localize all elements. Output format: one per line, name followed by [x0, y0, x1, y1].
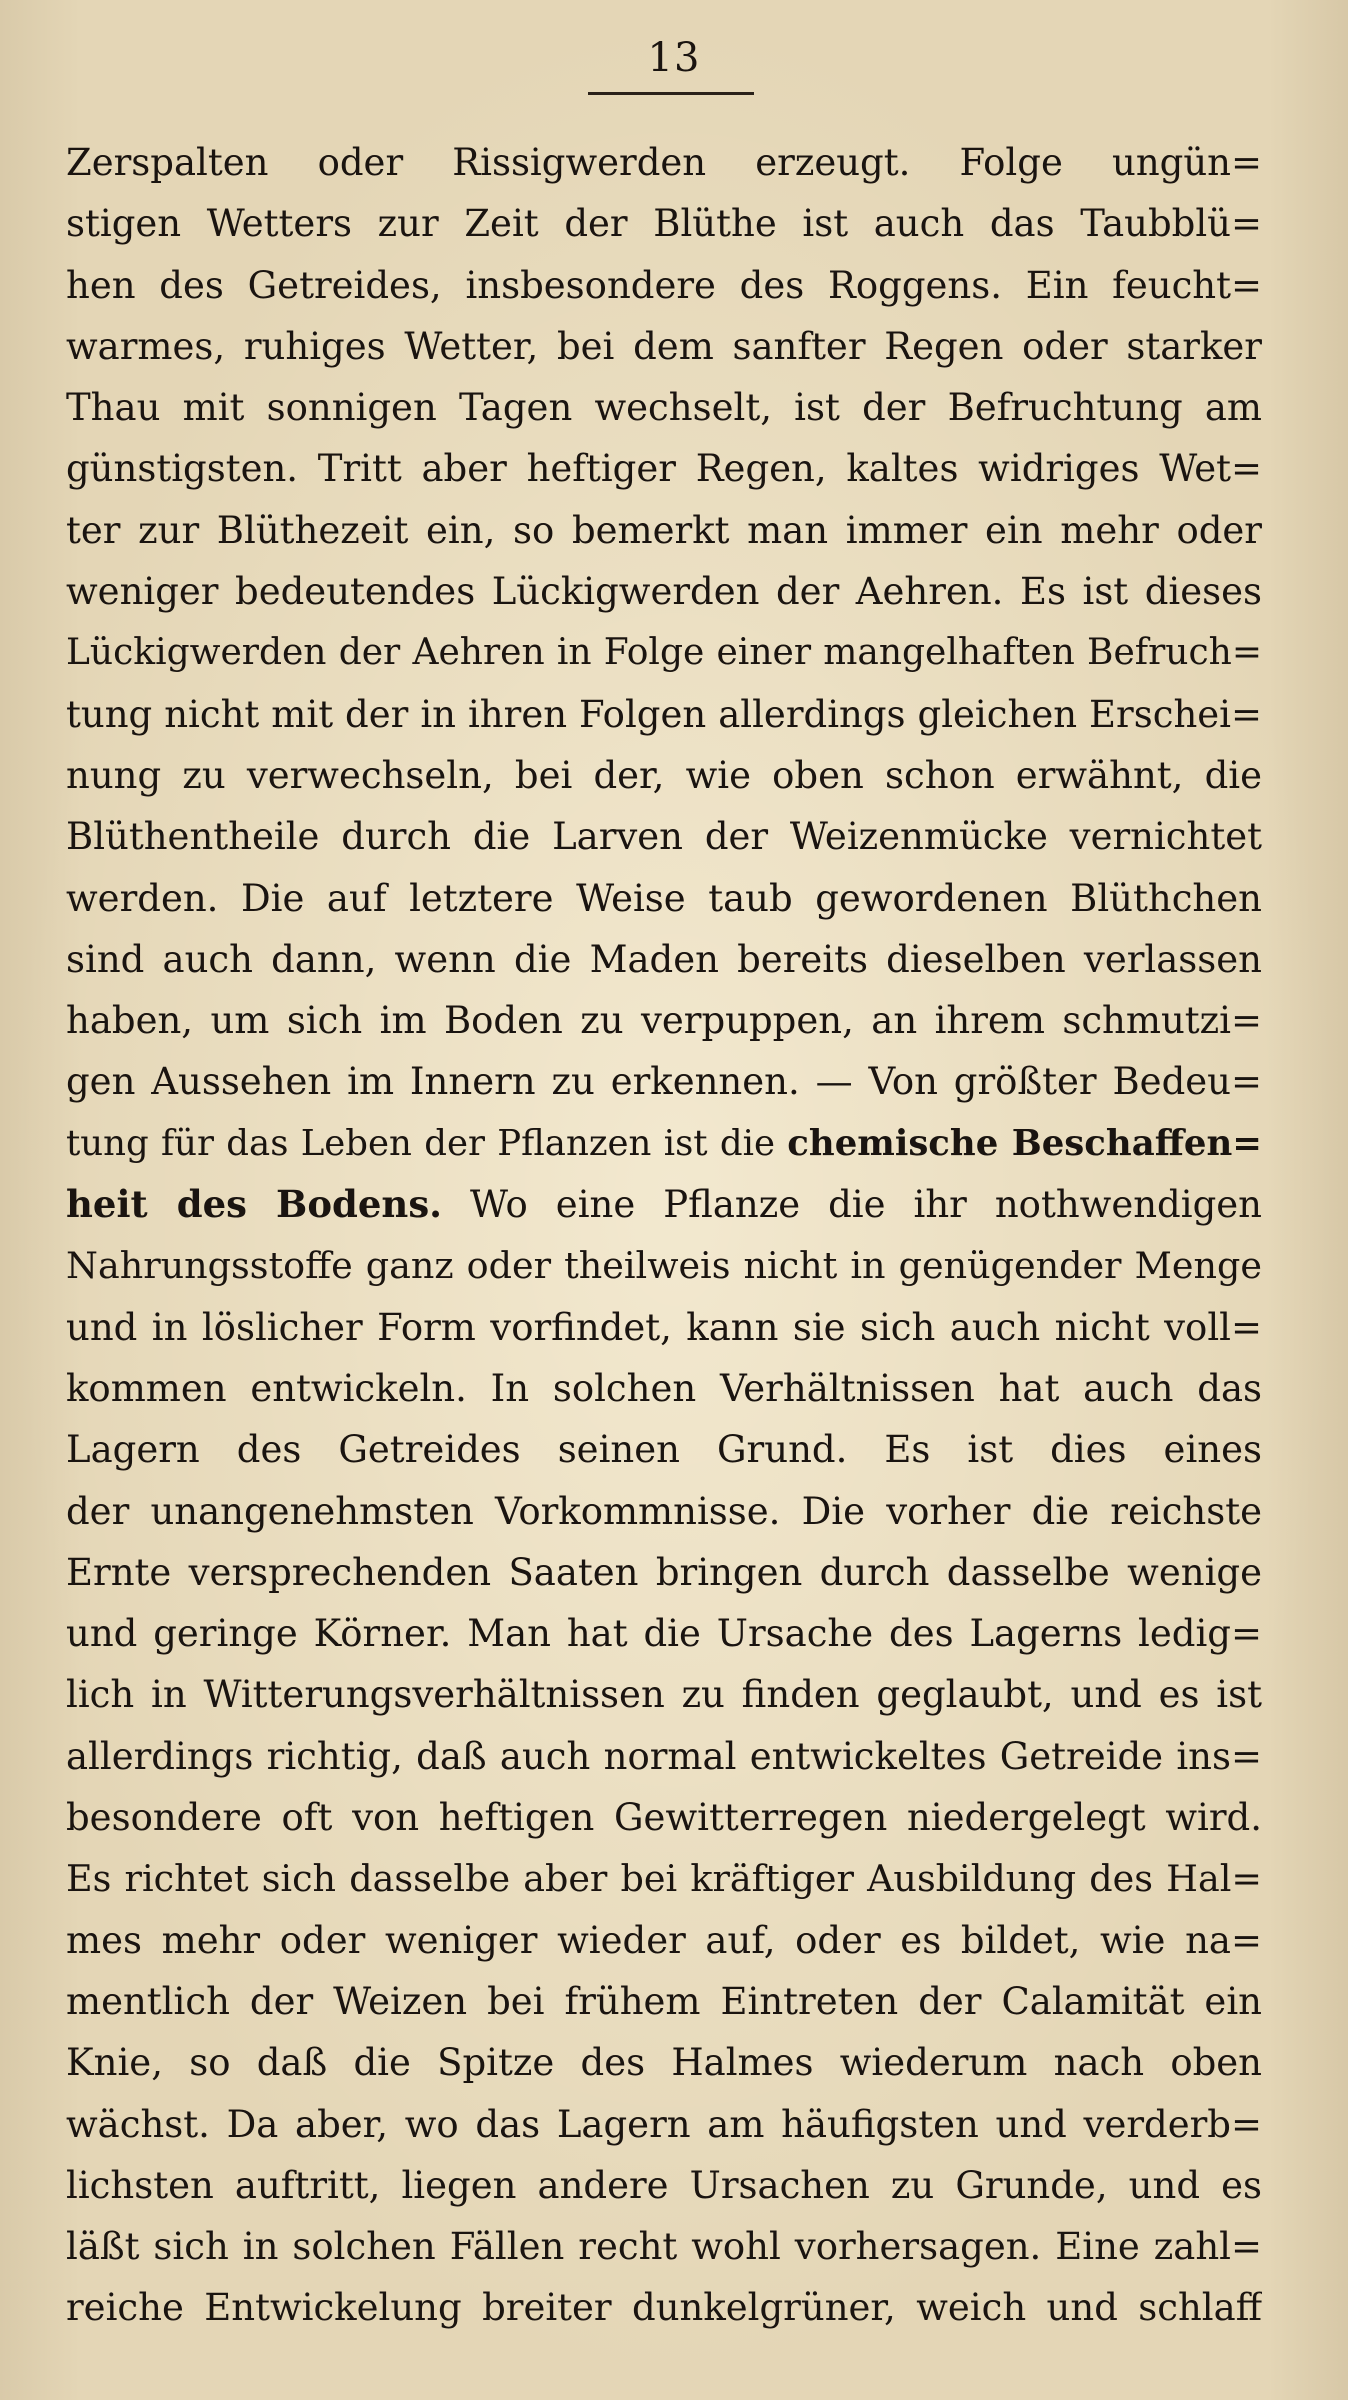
text-line [66, 1481, 1262, 1542]
text-run: tung für das Leben der Pflanzen ist die [66, 1122, 788, 1164]
text-line [66, 929, 1262, 990]
bold-text-run: heit des Bodens. [66, 1182, 443, 1227]
text-line [66, 193, 1262, 254]
text-line [66, 500, 1262, 561]
text-run: lichsten auftritt, liegen andere Ursachen zu Grunde, und es [66, 2163, 1262, 2207]
text-run: Lückigwerden der Aehren in Folge einer mangelhaften Befruch= [66, 632, 1262, 674]
text-line [66, 561, 1262, 622]
text-run: Es richtet sich dasselbe aber bei kräftiger Ausbildung des Hal= [66, 1857, 1262, 1901]
text-run: und in löslicher Form vorfindet, kann sie sich auch nicht voll= [66, 1305, 1262, 1349]
text-line [66, 1664, 1262, 1725]
text-line [66, 806, 1262, 867]
text-run: günstigsten. Tritt aber heftiger Regen, kaltes widriges Wet= [66, 447, 1262, 491]
text-line [66, 1174, 1262, 1235]
text-run: wächst. Da aber, wo das Lagern am häufigsten und verderb= [66, 2102, 1262, 2146]
text-line [66, 1297, 1262, 1358]
page-number: 13 [647, 35, 701, 81]
text-run: weniger bedeutendes Lückigwerden der Aehren. Es ist dieses [66, 570, 1262, 614]
text-line [66, 1910, 1262, 1971]
text-line [66, 438, 1262, 499]
text-run: lich in Witterungsverhältnissen zu finden geglaubt, und es ist [66, 1673, 1262, 1717]
text-line [66, 2094, 1262, 2155]
text-run: besondere oft von heftigen Gewitterregen niedergelegt wird. [66, 1796, 1262, 1840]
text-line [66, 2155, 1262, 2216]
text-line [66, 377, 1262, 438]
text-run: stigen Wetters zur Zeit der Blüthe ist auch das Taubblü= [66, 202, 1262, 246]
text-line [66, 1603, 1262, 1664]
text-run: der unangenehmsten Vorkommnisse. Die vorher die reichste [66, 1489, 1262, 1533]
text-line [66, 132, 1262, 193]
body-text [66, 132, 1262, 2339]
text-line [66, 255, 1262, 316]
text-line [66, 2277, 1262, 2338]
text-line [66, 868, 1262, 929]
text-line [66, 1971, 1262, 2032]
text-line [66, 990, 1262, 1051]
text-run: werden. Die auf letztere Weise taub gewordenen Blüthchen [66, 876, 1262, 920]
text-run: Lagern des Getreides seinen Grund. Es ist dies eines [66, 1428, 1262, 1472]
text-run: Thau mit sonnigen Tagen wechselt, ist der Befruchtung am [66, 386, 1262, 430]
text-run: kommen entwickeln. In solchen Verhältnissen hat auch das [66, 1366, 1262, 1410]
text-run: mentlich der Weizen bei frühem Eintreten der Calamität ein [66, 1979, 1262, 2023]
header-rule [588, 92, 754, 95]
text-run: allerdings richtig, daß auch normal entwickeltes Getreide ins= [66, 1734, 1262, 1778]
text-line [66, 1113, 1262, 1174]
text-line [66, 1051, 1262, 1112]
text-run: Knie, so daß die Spitze des Halmes wiederum nach oben [66, 2041, 1262, 2085]
text-line [66, 316, 1262, 377]
text-line [66, 745, 1262, 806]
text-line [66, 1235, 1262, 1296]
text-run: haben, um sich im Boden zu verpuppen, an ihrem schmutzi= [66, 999, 1262, 1043]
text-run: gen Aussehen im Innern zu erkennen. — Von größter Bedeu= [66, 1060, 1262, 1104]
text-line [66, 1542, 1262, 1603]
text-run: mes mehr oder weniger wieder auf, oder es bildet, wie na= [66, 1918, 1262, 1962]
text-line [66, 2216, 1262, 2277]
text-line [66, 1848, 1262, 1909]
text-run: Zerspalten oder Rissigwerden erzeugt. Folge ungün= [66, 141, 1262, 184]
text-run: Blüthentheile durch die Larven der Weizenmücke vernichtet [66, 815, 1262, 859]
text-line [66, 1787, 1262, 1848]
text-run: warmes, ruhiges Wetter, bei dem sanfter Regen oder starker [66, 324, 1262, 368]
text-run: reiche Entwickelung breiter dunkelgrüner, weich und schlaff [66, 2286, 1262, 2330]
text-line [66, 1358, 1262, 1419]
text-line [66, 1726, 1262, 1787]
text-run: sind auch dann, wenn die Maden bereits dieselben verlassen [66, 937, 1262, 981]
text-run: ter zur Blüthezeit ein, so bemerkt man immer ein mehr oder [66, 508, 1262, 552]
text-line [66, 1419, 1262, 1480]
text-run: läßt sich in solchen Fällen recht wohl vorhersagen. Eine zahl= [66, 2225, 1262, 2269]
text-line [66, 684, 1262, 745]
text-line [66, 622, 1262, 683]
text-run: tung nicht mit der in ihren Folgen allerdings gleichen Erschei= [66, 692, 1262, 736]
text-run: Nahrungsstoffe ganz oder theilweis nicht in genügender Menge [66, 1244, 1262, 1288]
text-line [66, 2032, 1262, 2093]
text-run: und geringe Körner. Man hat die Ursache des Lagerns ledig= [66, 1612, 1262, 1656]
text-run: hen des Getreides, insbesondere des Roggens. Ein feucht= [66, 263, 1262, 307]
text-run: nung zu verwechseln, bei der, wie oben schon erwähnt, die [66, 753, 1262, 797]
bold-text-run: chemische Beschaffen= [787, 1122, 1262, 1164]
text-run: Ernte versprechenden Saaten bringen durch dasselbe wenige [66, 1550, 1262, 1594]
text-run: Wo eine Pflanze die ihr nothwendigen [442, 1183, 1262, 1227]
